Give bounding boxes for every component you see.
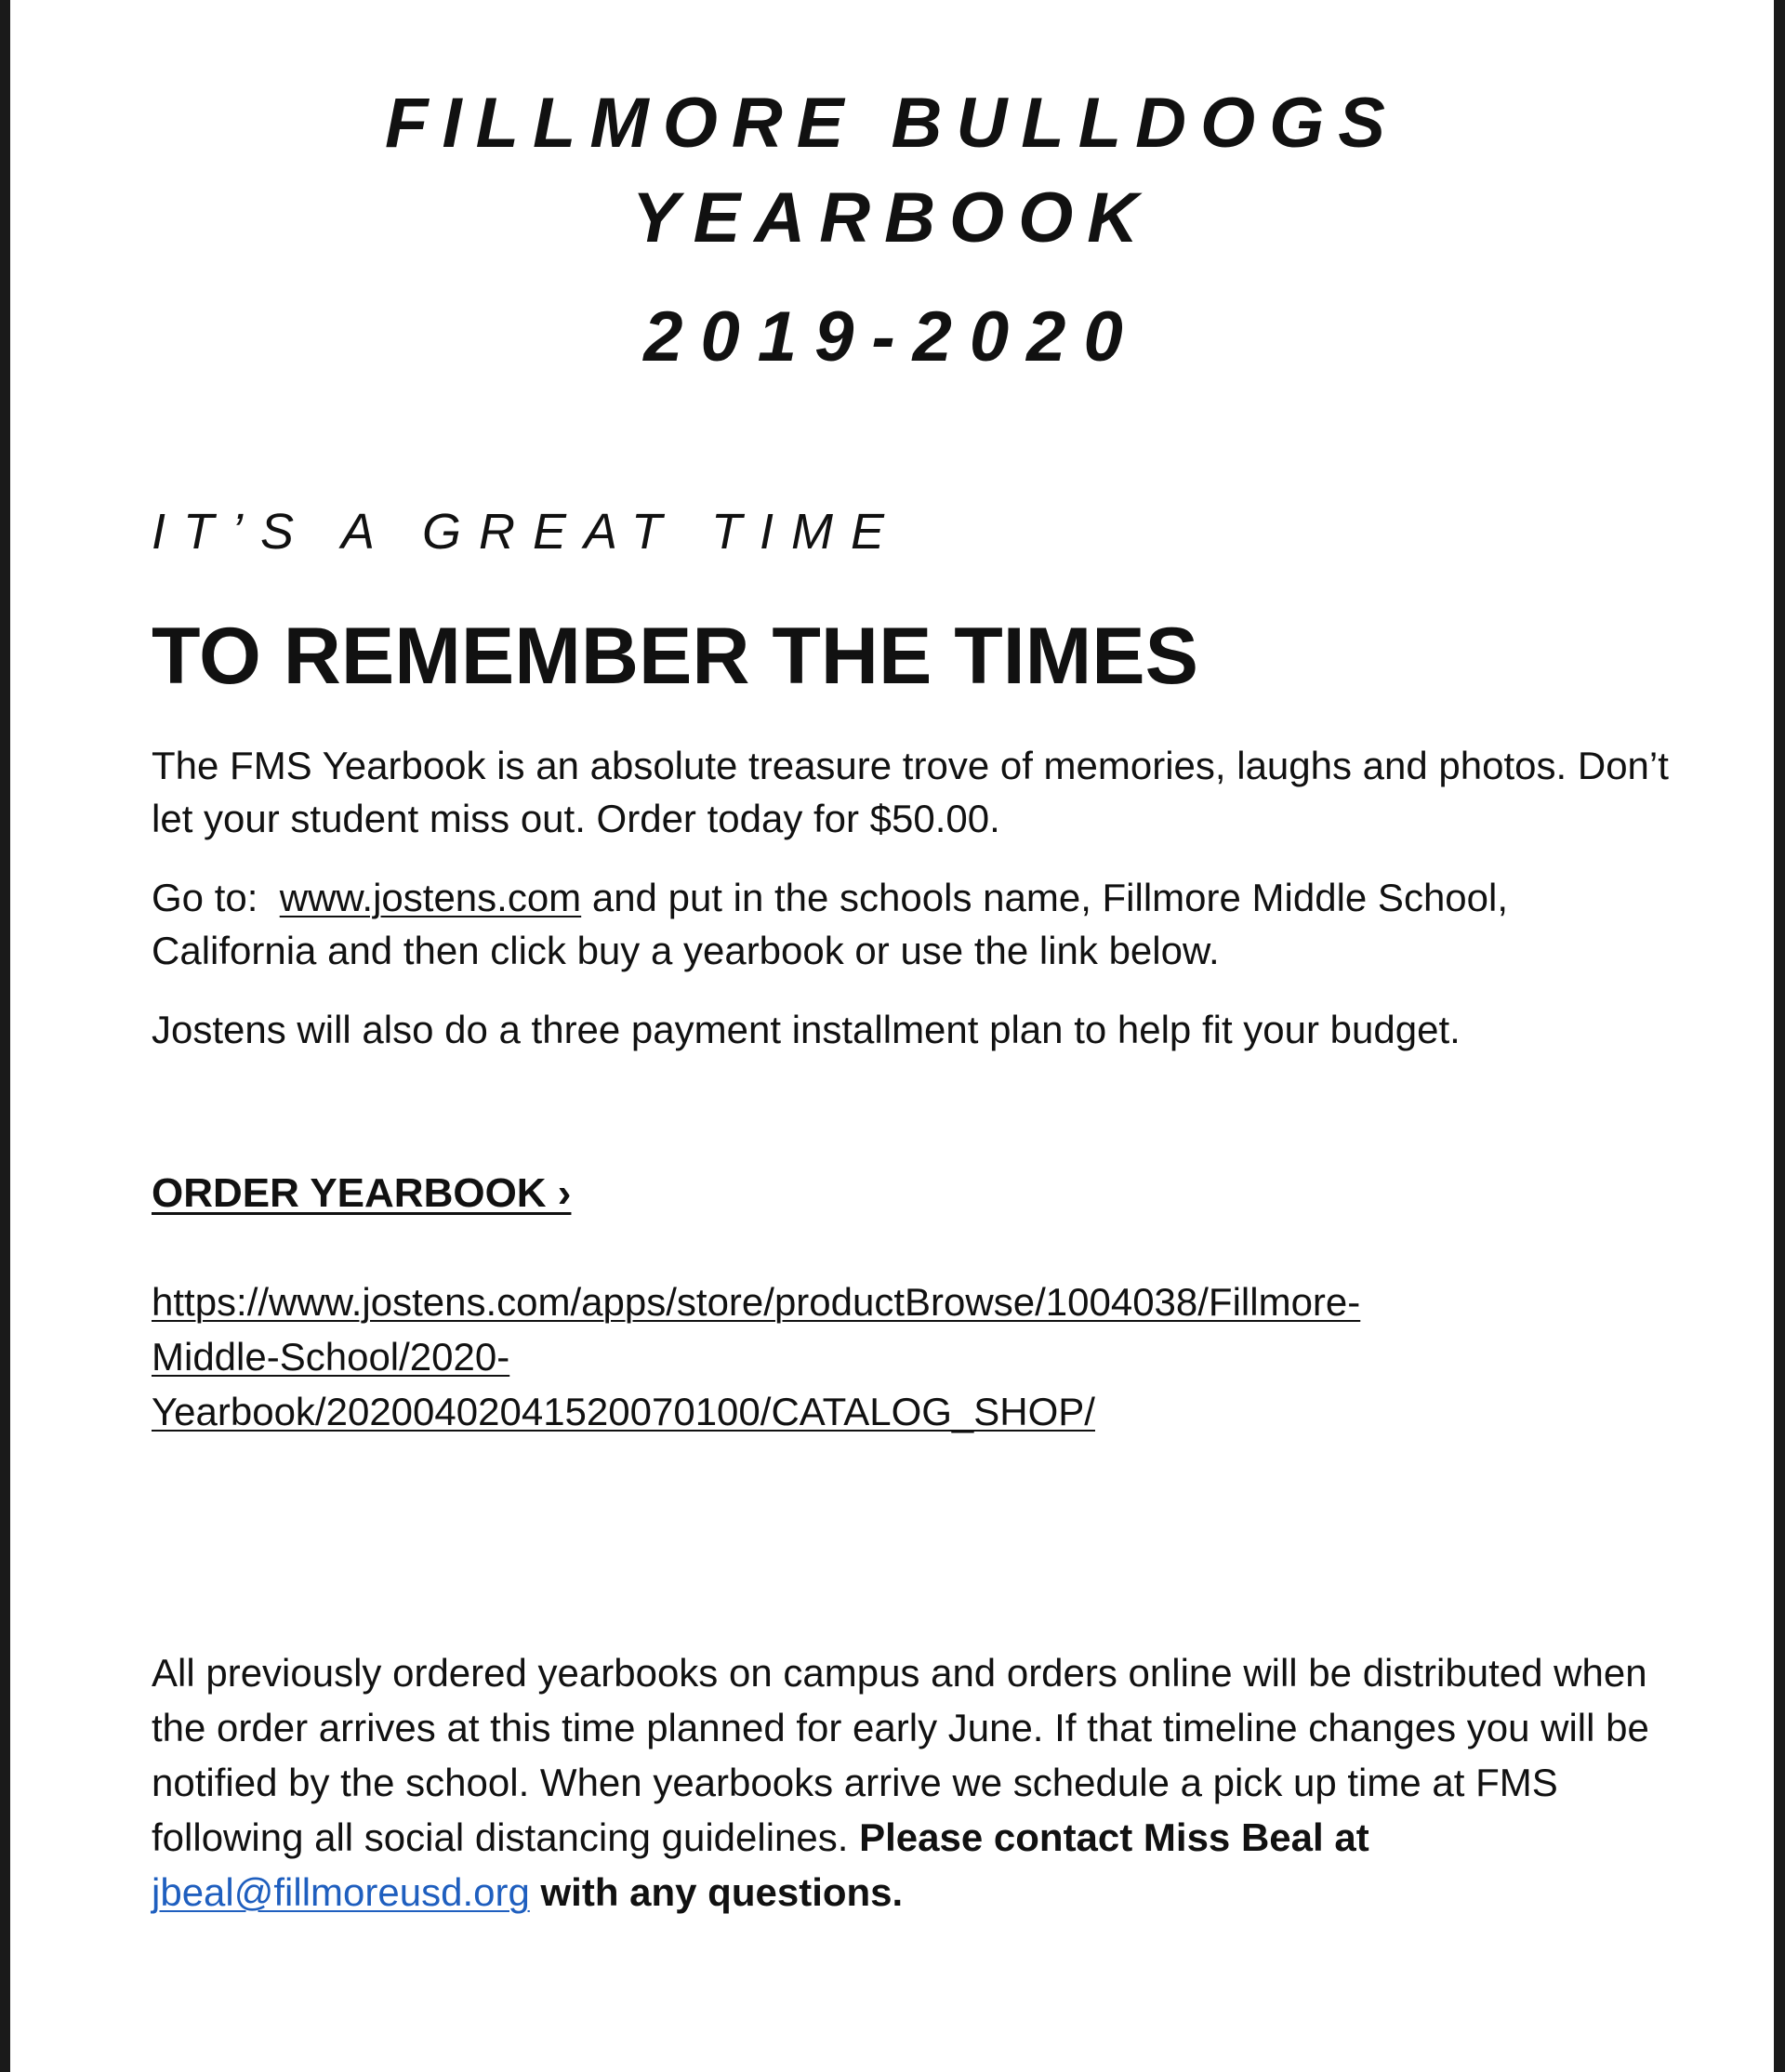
left-border bbox=[0, 0, 10, 2072]
distribution-text: All previously ordered yearbooks on campus and orders online will be distributed when the order arrives at this time planned for early June. If that timeline changes you will be notified by the school. When yearbooks arrive we schedule a pick up time at FMS following all social distancing guidelines. bbox=[152, 1651, 1649, 1859]
order-url-line: Middle-School/2020- bbox=[152, 1335, 510, 1379]
headline: TO REMEMBER THE TIMES bbox=[152, 612, 1199, 701]
order-url-line: Yearbook/20200402041520070100/CATALOG_SHOP/ bbox=[152, 1390, 1095, 1433]
installment-paragraph: Jostens will also do a three payment installment plan to help fit your budget. bbox=[152, 1008, 1461, 1051]
title-yearbook: YEARBOOK bbox=[631, 178, 1153, 257]
order-url-link[interactable] bbox=[152, 1280, 1360, 1433]
goto-suffix: and put in the schools name, Fillmore Middle School, California and then click buy a yearbook or use the link below. bbox=[152, 876, 1509, 972]
contact-prefix: Please contact Miss Beal at bbox=[859, 1815, 1369, 1859]
distribution-paragraph bbox=[152, 1645, 1686, 1920]
order-url-line: https://www.jostens.com/apps/store/productBrowse/1004038/Fillmore- bbox=[152, 1280, 1361, 1324]
title-school-name: FILLMORE BULLDOGS bbox=[385, 84, 1399, 163]
order-yearbook-link[interactable]: ORDER YEARBOOK › bbox=[152, 1170, 572, 1216]
jostens-home-link[interactable]: www.jostens.com bbox=[279, 876, 582, 919]
title-year: 2019-2020 bbox=[643, 297, 1141, 376]
order-url-block bbox=[152, 1274, 1602, 1439]
contact-suffix: with any questions. bbox=[529, 1870, 904, 1914]
right-border bbox=[1774, 0, 1785, 2072]
tagline: IT’S A GREAT TIME bbox=[152, 504, 903, 560]
flyer-page bbox=[10, 0, 1774, 2072]
contact-email-link[interactable]: jbeal@fillmoreusd.org bbox=[152, 1870, 530, 1914]
goto-paragraph bbox=[152, 871, 1676, 977]
intro-paragraph: The FMS Yearbook is an absolute treasure trove of memories, laughs and photos. Don’t let your student miss out. Order today for $50.00. bbox=[152, 744, 1669, 840]
goto-prefix: Go to: bbox=[152, 876, 280, 919]
